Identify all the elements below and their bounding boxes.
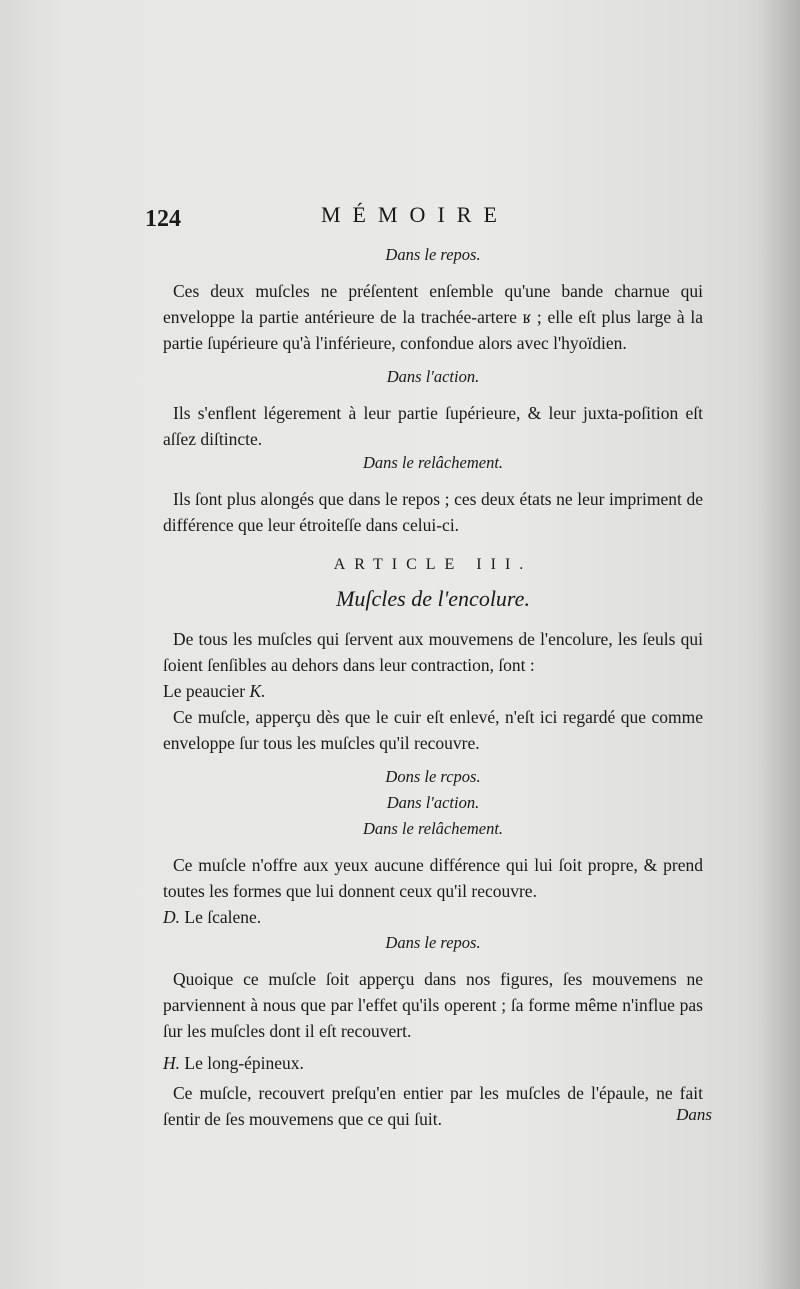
figure-letter: H. xyxy=(163,1053,181,1073)
paragraph: De tous les muſcles qui ſervent aux mouvemens de l'encolure, les ſeuls qui ſoient ſenſibles au dehors dans leur contraction, ſont : xyxy=(163,629,703,675)
muscle-name: Le ſcalene. xyxy=(184,907,262,927)
muscle-entry-scalene xyxy=(163,904,703,930)
state-heading-action: Dans l'action. xyxy=(386,793,480,812)
running-title: MÉMOIRE xyxy=(321,202,509,227)
paragraph: Ces deux muſcles ne préſentent enſemble qu'une bande charnue qui enveloppe la partie antérieure de la trachée-artere ʁ ; elle eſt plus large à la partie ſupérieure qu'à l'inférieure, confondue alors avec l'hyoïdien. xyxy=(163,281,703,353)
state-heading-action: Dans l'action. xyxy=(386,367,480,386)
state-heading-repos: Dans le repos. xyxy=(385,933,481,952)
state-heading-relachement: Dans le relâchement. xyxy=(362,819,504,838)
page-body xyxy=(163,242,703,1132)
state-heading-repos: Dans le repos. xyxy=(385,245,481,264)
page-gutter-shadow xyxy=(760,0,800,1289)
paragraph: Ce muſcle n'offre aux yeux aucune différence qui lui ſoit propre, & prend toutes les formes que lui donnent ceux qu'il recouvre. xyxy=(163,855,703,901)
muscle-name: Le peaucier xyxy=(163,681,246,701)
muscle-name: Le long-épineux. xyxy=(184,1053,304,1073)
paragraph: Ils s'enflent légerement à leur partie ſupérieure, & leur juxta-poſition eſt aſſez diſtincte. xyxy=(163,403,703,449)
state-heading-relachement: Dans le relâchement. xyxy=(362,453,504,472)
page-number: 124 xyxy=(145,206,181,232)
article-heading: ARTICLE III. xyxy=(333,556,533,573)
catchword: Dans xyxy=(676,1105,712,1124)
paragraph: Ils ſont plus alongés que dans le repos ; ces deux états ne leur impriment de différence que leur étroiteſſe dans celui-ci. xyxy=(163,489,703,535)
figure-letter: K. xyxy=(249,681,266,701)
paragraph: Ce muſcle, recouvert preſqu'en entier par les muſcles de l'épaule, ne fait ſentir de ſes mouvemens que ce qui ſuit. xyxy=(163,1083,703,1129)
section-title: Muſcles de l'encolure. xyxy=(336,586,530,611)
state-heading-repos: Dons le rcpos. xyxy=(385,767,481,786)
figure-letter: D. xyxy=(163,907,181,927)
paragraph: Quoique ce muſcle ſoit apperçu dans nos figures, ſes mouvemens ne parviennent à nous que par l'effet qu'ils operent ; ſa forme même n'influe pas ſur les muſcles dont il eſt recouvert. xyxy=(163,969,703,1041)
page-header xyxy=(145,200,705,240)
paragraph: Ce muſcle, apperçu dès que le cuir eſt enlevé, n'eſt ici regardé que comme enveloppe ſur tous les muſcles qu'il recouvre. xyxy=(163,707,703,753)
muscle-entry-peaucier xyxy=(163,678,703,704)
muscle-entry-long-epineux xyxy=(163,1050,703,1076)
